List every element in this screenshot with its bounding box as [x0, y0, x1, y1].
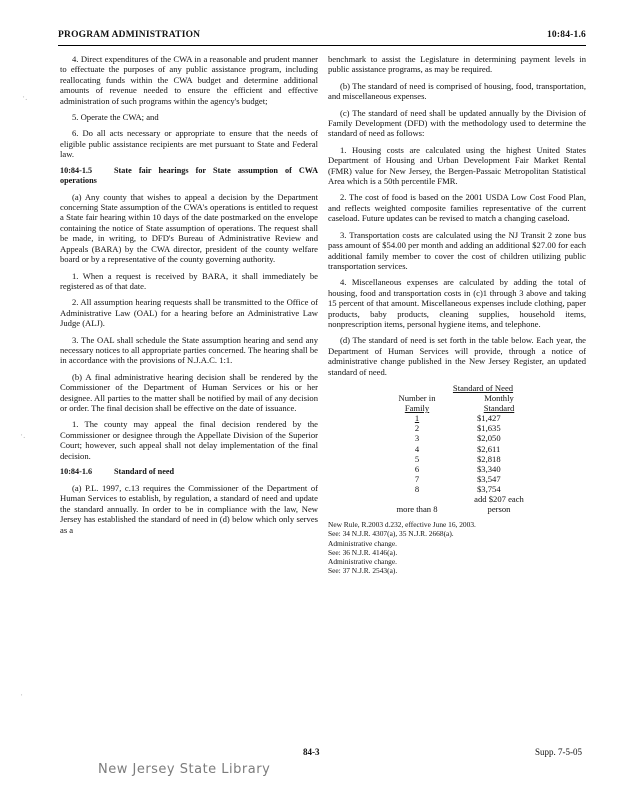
- column-header: Family: [404, 403, 430, 414]
- margin-mark: ⋅.: [22, 92, 28, 102]
- table-cell: 4: [414, 443, 420, 454]
- history-line: See: 36 N.J.R. 4146(a).: [328, 547, 398, 557]
- paragraph: (a) Any county that wishes to appeal a decision by the Department concerning State assumption of the CWA's operations is entitled to request a State fair hearing within 10 days of the date postmarked on the envelope containing the notice of State assumption of operations. The request shall be made, in writing, to DFD's Bureau of Administrative Review and Appeals (BARA) by the CWA director, president of the county welfare board or by a representative of the county governing authority.: [60, 191, 318, 265]
- section-number: 10:84-1.6: [60, 467, 93, 476]
- table-cell: 6: [414, 463, 420, 474]
- paragraph: (c) The standard of need shall be updated annually by the Division of Family Development (DFD) with the methodology used to determine the standard of need as follows:: [328, 107, 586, 139]
- paragraph: benchmark to assist the Legislature in determining payment levels in public assistance programs, as may be required.: [328, 54, 586, 75]
- standard-of-need-table: [328, 383, 586, 514]
- paragraph: 2. All assumption hearing requests shall be transmitted to the Office of Administrative Law (OAL) for a hearing before an Administrative Law Judge (ALJ).: [60, 297, 318, 329]
- history-notes: [328, 520, 586, 575]
- table-cell: $2,050: [477, 433, 501, 444]
- section-title: Standard of need: [114, 467, 175, 476]
- table-row: [376, 454, 540, 464]
- table-cell: 5: [414, 453, 420, 464]
- table-cell: add $207 each: [474, 494, 524, 504]
- table-row: [376, 464, 540, 474]
- paragraph: 2. The cost of food is based on the 2001 USDA Low Cost Food Plan, and reflects weighted composite families representative of the current caseload. Future updates can be revised to match a changing caseload.: [328, 192, 586, 224]
- paragraph: 1. The county may appeal the final decision rendered by the Commissioner or designee through the Appellate Division of the Superior Court; however, such appeal shall not delay implementation of the final decision.: [60, 419, 318, 461]
- paragraph: 3. Transportation costs are calculated using the NJ Transit 2 zone bus pass amount of $54.00 per month and adding an additional $27.00 for each additional family member to cover the cost of children utilizing public transportation services.: [328, 229, 586, 271]
- table-cell: 3: [414, 433, 420, 444]
- table-row: [376, 474, 540, 484]
- section-number: 10:84-1.5: [60, 165, 93, 175]
- column-header: Monthly: [484, 393, 514, 404]
- table-cell: $3,340: [477, 463, 501, 474]
- paragraph: 5. Operate the CWA; and: [72, 112, 159, 123]
- paragraph: 6. Do all acts necessary or appropriate to ensure that the needs of eligible public assistance recipients are met pursuant to State and Federal law.: [60, 128, 318, 160]
- paragraph: 4. Miscellaneous expenses are calculated by adding the total of housing, food and transportation costs in (c)1 through 3 above and taking 15 percent of that amount. Miscellaneous expenses include clothing, paper products, baby products, cleaning supplies, household items, nonprescription items, personal hygiene items, and telephone.: [328, 277, 586, 329]
- left-column: [60, 54, 318, 541]
- paragraph: (a) P.L. 1997, c.13 requires the Commissioner of the Department of Human Services to establish, by regulation, a standard of need and update the standard annually. In order to be in compliance with the law, New Jersey has established the standard of need in (d) below which only serves as a: [60, 483, 318, 535]
- history-line: New Rule, R.2003 d.232, effective June 16, 2003.: [328, 520, 476, 530]
- table-cell: 1: [414, 413, 420, 424]
- table-row: [376, 423, 540, 433]
- table-cell: 7: [414, 473, 420, 484]
- margin-mark: ⋅: [20, 690, 24, 700]
- table-cell: more than 8: [396, 504, 438, 515]
- column-header: Number in: [398, 393, 436, 404]
- table-cell: $1,635: [477, 423, 501, 434]
- paragraph: (b) A final administrative hearing decision shall be rendered by the Commissioner of the Department of Human Services or his or her designee. All parties to the matter shall be notified by mail of any decision or order. The final decision shall be effective on the date of issuance.: [60, 371, 318, 413]
- paragraph: 1. Housing costs are calculated using the highest United States Department of Housing and Urban Development Fair Market Rental (FMR) value for New Jersey, the Bergen-Passaic Metropolitan Statistical Area which is a 50th percentile FMR.: [328, 144, 586, 187]
- history-line: See: 37 N.J.R. 2543(a).: [328, 566, 398, 576]
- paragraph: (d) The standard of need is set forth in the table below. Each year, the Department of Human Services will provide, through a notice of administrative change published in the New Jersey Register, an updated standard of need.: [328, 335, 586, 377]
- table-row: [376, 444, 540, 454]
- paragraph: 1. When a request is received by BARA, it shall immediately be registered as of that date.: [60, 270, 318, 291]
- table-cell: $3,754: [477, 483, 501, 494]
- table-title: Standard of Need: [452, 382, 514, 393]
- right-column: [328, 54, 586, 575]
- header-rule: [58, 45, 586, 46]
- paragraph: 4. Direct expenditures of the CWA in a reasonable and prudent manner to effectuate the purposes of any public assistance program, including reallocating funds within the CWA budget and determine additional amounts of revenue needed to ensure the efficient and effective administration of such programs within the agency's budget;: [60, 54, 318, 106]
- table-row: [376, 413, 540, 423]
- column-header: Standard: [483, 403, 515, 414]
- paragraph: (b) The standard of need is comprised of housing, food, transportation, and miscellaneous expenses.: [328, 80, 586, 102]
- table-cell: $2,611: [477, 443, 501, 454]
- history-line: Administrative change.: [328, 538, 397, 548]
- library-stamp: New Jersey State Library: [98, 762, 271, 777]
- table-cell: $2,818: [477, 453, 501, 464]
- table-cell: $3,547: [477, 473, 501, 484]
- header-title: PROGRAM ADMINISTRATION: [58, 30, 201, 40]
- section-heading: [60, 166, 318, 186]
- table-cell: $1,427: [477, 413, 501, 424]
- table-row: [376, 484, 540, 494]
- table-cell: 8: [414, 483, 420, 494]
- supplement-date: Supp. 7-5-05: [535, 747, 582, 757]
- history-line: Administrative change.: [328, 557, 397, 566]
- section-heading: [60, 467, 318, 477]
- paragraph: 3. The OAL shall schedule the State assumption hearing and send any necessary notices to all appropriate parties concerned. The hearing shall be in accordance with the provisions of N.J.A.C. 1:1.: [60, 334, 318, 366]
- history-line: See: 34 N.J.R. 4307(a), 35 N.J.R. 2668(a).: [328, 529, 454, 539]
- table-cell: person: [487, 504, 511, 515]
- page-number: 84-3: [303, 747, 320, 757]
- table-cell: 2: [414, 423, 420, 434]
- table-row: [376, 433, 540, 443]
- section-title: State fair hearings for State assumption of CWA operations: [60, 165, 318, 185]
- margin-mark: ⋅.: [20, 430, 26, 440]
- header-section: 10:84-1.6: [546, 30, 586, 40]
